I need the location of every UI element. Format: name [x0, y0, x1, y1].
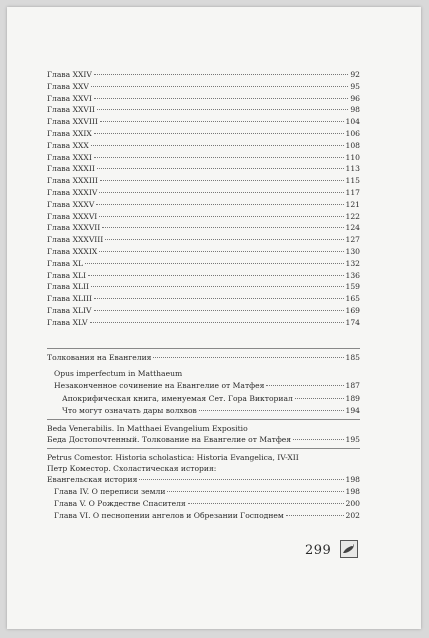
chapter-page: 165 — [345, 294, 360, 304]
entry-label: Незаконченное сочинение на Евангелие от Матфея — [54, 381, 265, 390]
toc-chapter-row — [47, 152, 360, 164]
entry-page: 198 — [345, 487, 360, 496]
chapter-label: Глава XL — [47, 258, 84, 268]
toc-chapter-row — [47, 234, 360, 246]
dot-leader — [139, 479, 343, 480]
chapter-label: Глава XXXIV — [47, 188, 98, 197]
entry-page: 189 — [345, 394, 360, 403]
chapter-label: Глава XXXV — [47, 199, 95, 209]
chapter-label: Глава XXX — [47, 140, 89, 150]
dot-leader — [94, 133, 344, 134]
dot-leader — [266, 385, 343, 386]
entry-label: Глава IV. О переписи земли — [54, 487, 166, 496]
chapter-page: 130 — [345, 247, 360, 256]
dot-leader — [90, 322, 344, 323]
entry-label: Что могут означать дары волхвов — [62, 406, 197, 415]
toc-chapter-row — [47, 270, 360, 282]
entry-page: 195 — [345, 435, 360, 444]
toc-chapter-row — [47, 305, 360, 317]
chapter-page: 96 — [350, 93, 360, 103]
entry-page: 194 — [345, 406, 360, 415]
dot-leader — [100, 180, 344, 181]
chapter-label: Глава XXXVIII — [47, 235, 104, 245]
dot-leader — [97, 109, 348, 110]
entry-label: Толкования на Евангелия — [47, 353, 152, 362]
chapter-page: 98 — [350, 105, 360, 115]
toc-chapter-row — [47, 93, 360, 105]
chapter-page: 136 — [345, 270, 360, 280]
book-page — [7, 7, 421, 629]
toc-chapter-row — [47, 211, 360, 223]
dot-leader — [94, 74, 348, 75]
dot-leader — [199, 410, 344, 411]
chapter-label: Глава XXIV — [47, 70, 92, 79]
dot-leader — [153, 357, 343, 358]
dot-leader — [85, 263, 343, 264]
entry-label: Апокрифическая книга, именуемая Сет. Гора Викториал — [62, 394, 293, 403]
chapter-page: 106 — [345, 129, 360, 138]
author-title: Петр Коместор. Схоластическая история: — [47, 464, 217, 473]
latin-title: Petrus Comestor. Historia scholastica: Historia Evangelica, IV-XII — [47, 453, 299, 462]
section-divider — [47, 348, 360, 349]
toc-chapter-row — [47, 222, 360, 234]
chapter-label: Глава XLIII — [47, 294, 93, 304]
toc-chapter-row — [47, 258, 360, 270]
toc-entry — [47, 474, 360, 486]
chapter-label: Глава XLIV — [47, 306, 92, 315]
dot-leader — [94, 98, 348, 99]
entry-label: Беда Достопочтенный. Толкование на Евангелие от Матфея — [47, 435, 292, 444]
toc-chapter-row — [47, 104, 360, 116]
dot-leader — [105, 239, 343, 240]
chapter-label: Глава XXXII — [47, 164, 95, 174]
latin-title: Beda Venerabilis. In Matthaei Evangelium Expositio — [47, 424, 248, 433]
chapter-page: 104 — [345, 117, 360, 127]
toc-chapter-row — [47, 246, 360, 258]
chapter-page: 122 — [345, 211, 360, 221]
dot-leader — [100, 121, 344, 122]
chapter-page: 110 — [345, 152, 360, 162]
entry-page: 185 — [345, 353, 360, 362]
entry-page: 202 — [345, 511, 360, 520]
entry-label: Глава V. О Рождестве Спасителя — [54, 499, 186, 508]
dot-leader — [94, 310, 344, 311]
chapter-label: Глава XLII — [47, 282, 90, 292]
toc-chapter-row — [47, 128, 360, 140]
dot-leader — [94, 157, 344, 158]
dot-leader — [91, 86, 348, 87]
page-number: 299 — [305, 543, 332, 558]
chapter-label: Глава XXXVII — [47, 223, 101, 233]
dot-leader — [96, 204, 343, 205]
latin-title: Opus imperfectum in Matthaeum — [54, 369, 183, 378]
chapter-page: 117 — [345, 188, 360, 197]
dot-leader — [295, 398, 344, 399]
chapter-label: Глава XXV — [47, 81, 89, 91]
chapter-label: Глава XXVII — [47, 105, 95, 115]
chapter-page: 95 — [350, 81, 360, 91]
entry-page: 187 — [345, 381, 360, 390]
chapter-page: 169 — [345, 306, 360, 315]
toc-chapter-row — [47, 81, 360, 93]
dot-leader — [91, 286, 343, 287]
chapter-label: Глава XXVIII — [47, 117, 98, 127]
toc-entry — [62, 393, 360, 405]
toc-chapter-row — [47, 293, 360, 305]
chapter-label: Глава XXXIX — [47, 247, 98, 256]
dot-leader — [91, 145, 344, 146]
table-of-contents — [7, 7, 421, 629]
dot-leader — [94, 298, 343, 299]
toc-chapter-row — [47, 69, 360, 81]
chapter-page: 121 — [345, 199, 360, 209]
dot-leader — [88, 275, 343, 276]
chapter-page: 174 — [345, 317, 360, 327]
chapter-page: 127 — [345, 235, 360, 245]
chapter-page: 108 — [345, 140, 360, 150]
dot-leader — [97, 168, 344, 169]
chapter-label: Глава XXXI — [47, 152, 92, 162]
chapter-page: 159 — [345, 282, 360, 292]
chapter-page: 132 — [345, 258, 360, 268]
toc-chapter-row — [47, 187, 360, 199]
dot-leader — [99, 251, 343, 252]
chapter-label: Глава XXVI — [47, 93, 92, 103]
dot-leader — [99, 192, 343, 193]
entry-page: 198 — [345, 475, 360, 484]
chapter-label: Глава XLV — [47, 317, 88, 327]
chapter-label: Глава XXIX — [47, 129, 92, 138]
entry-label: Глава VI. О песнопении ангелов и Обрезании Господнем — [54, 511, 284, 520]
toc-chapter-row — [47, 317, 360, 329]
dot-leader — [286, 515, 344, 516]
section-divider — [47, 448, 360, 449]
toc-chapter-row — [47, 175, 360, 187]
chapter-label: Глава XLI — [47, 270, 87, 280]
entry-label: Евангельская история — [47, 475, 138, 484]
toc-entry — [62, 405, 360, 417]
chapter-page: 92 — [350, 70, 360, 79]
toc-chapter-row — [47, 140, 360, 152]
section-divider — [47, 419, 360, 420]
dot-leader — [99, 216, 343, 217]
dot-leader — [188, 503, 344, 504]
toc-chapter-row — [47, 199, 360, 211]
toc-entry-section-title — [47, 352, 360, 364]
dot-leader — [167, 491, 343, 492]
chapter-label: Глава XXXIII — [47, 176, 98, 186]
toc-entry — [54, 510, 360, 522]
dot-leader — [293, 439, 343, 440]
chapter-label: Глава XXXVI — [47, 211, 98, 221]
toc-entry — [54, 380, 360, 392]
chapter-page: 115 — [345, 176, 360, 186]
toc-entry — [47, 434, 360, 446]
chapter-page: 124 — [345, 223, 360, 233]
toc-entry — [54, 498, 360, 510]
toc-chapter-row — [47, 281, 360, 293]
chapter-page: 113 — [345, 164, 360, 174]
toc-chapter-row — [47, 116, 360, 128]
entry-page: 200 — [345, 499, 360, 508]
toc-chapter-row — [47, 163, 360, 175]
toc-entry — [54, 486, 360, 498]
dot-leader — [102, 227, 343, 228]
bird-emblem-icon — [340, 540, 358, 558]
